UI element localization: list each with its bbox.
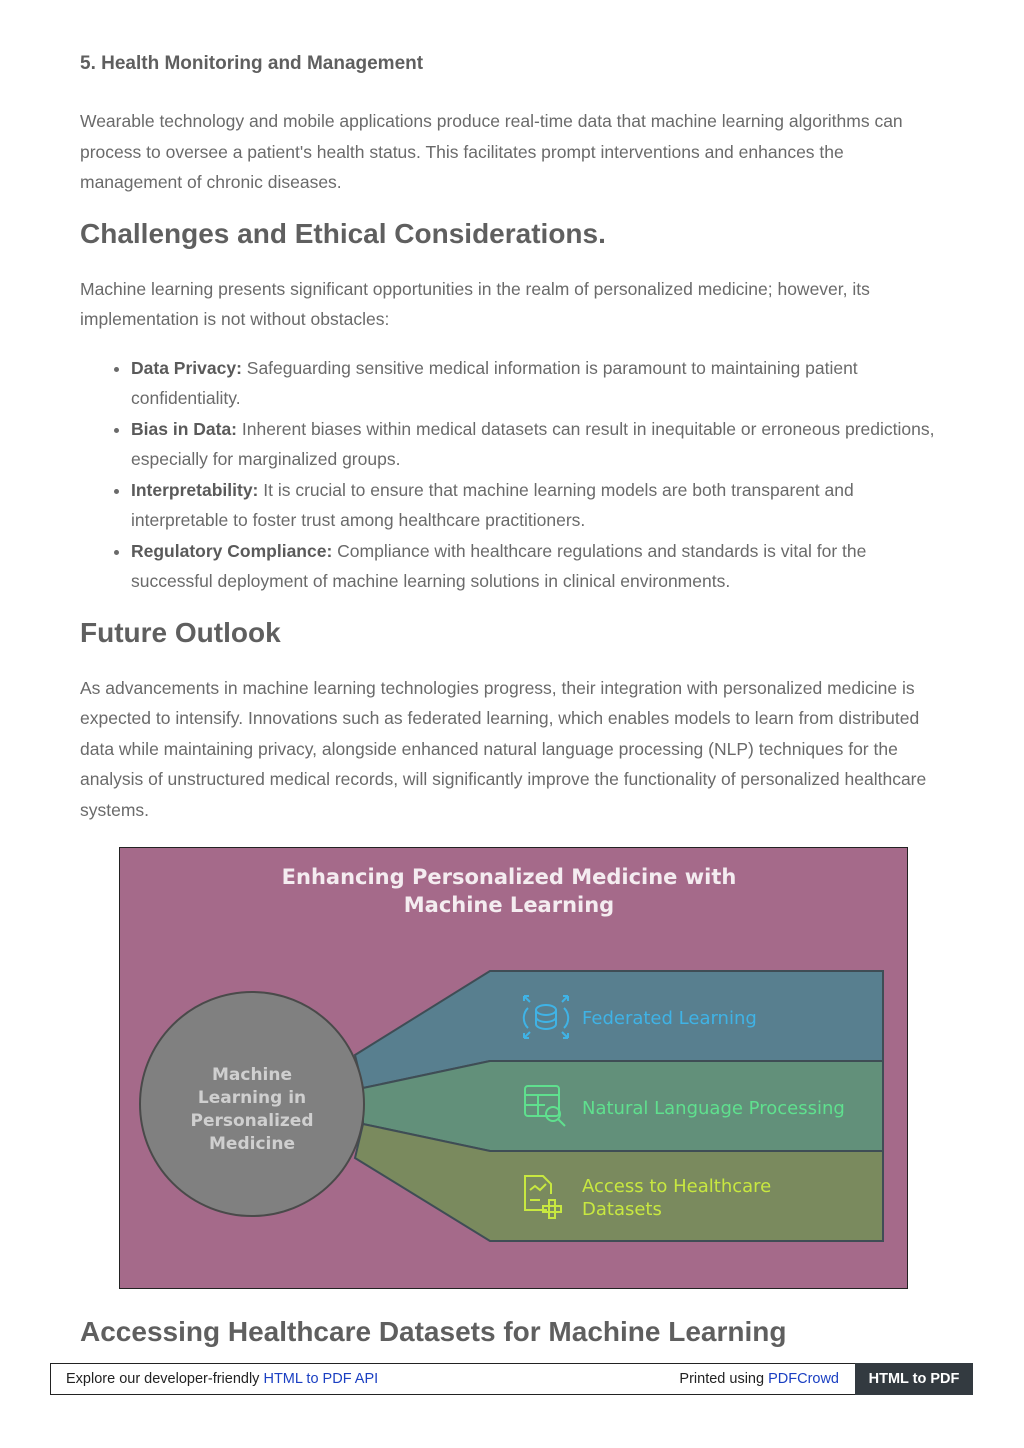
pdf-footer-bar: [50, 1363, 973, 1395]
challenges-heading: Challenges and Ethical Considerations.: [80, 217, 606, 249]
footer-explore: [66, 1371, 378, 1387]
list-item-text: Inherent biases within medical datasets can result in inequitable or erroneous predictions, especially for marginalized groups.: [131, 418, 935, 469]
list-item-text: Safeguarding sensitive medical information is paramount to maintaining patient confidentiality.: [131, 357, 858, 408]
footer-printed: [679, 1371, 839, 1387]
list-item: [131, 353, 940, 414]
diagram-title-line1: Enhancing Personalized Medicine with: [281, 865, 737, 889]
future-paragraph: As advancements in machine learning technologies progress, their integration with personalized medicine is expected to intensify. Innovations such as federated learning, which enables models to learn from distributed data while maintaining privacy, alongside enhanced natural language processing (NLP) techniques for the analysis of unstructured medical records, will significantly improve the functionality of personalized healthcare systems.: [80, 677, 927, 820]
section-heading: 5. Health Monitoring and Management: [80, 53, 424, 74]
article-content: [80, 48, 940, 843]
diagram-title-line2: Machine Learning: [403, 893, 615, 917]
center-label-line: Learning in: [197, 1088, 307, 1108]
center-label-line: Personalized: [190, 1111, 314, 1131]
branch-label: Access to Healthcare: [582, 1176, 772, 1197]
center-label-line: Machine: [211, 1065, 293, 1085]
list-item-term: Bias in Data:: [131, 418, 237, 439]
challenges-list: [80, 353, 940, 597]
html-to-pdf-button[interactable]: HTML to PDF: [855, 1363, 973, 1395]
list-item-term: Data Privacy:: [131, 357, 242, 378]
datasets-heading: Accessing Healthcare Datasets for Machine Learning: [80, 1316, 787, 1347]
footer-printed-text: Printed using: [679, 1371, 769, 1387]
future-heading: Future Outlook: [80, 616, 281, 648]
branch-label: Datasets: [582, 1199, 662, 1220]
diagram-figure: [119, 847, 908, 1289]
section-paragraph: Wearable technology and mobile applications produce real-time data that machine learning algorithms can process to oversee a patient's health status. This facilitates prompt interventions and enhances the management of chronic diseases.: [80, 111, 903, 192]
diagram-svg: [120, 848, 907, 1288]
list-item-text: Compliance with healthcare regulations and standards is vital for the successful deployment of machine learning solutions in clinical environments.: [131, 540, 867, 591]
branch-label: Federated Learning: [582, 1008, 757, 1029]
challenges-intro: Machine learning presents significant opportunities in the realm of personalized medicine; however, its implementation is not without obstacles:: [80, 278, 870, 329]
center-label-line: Medicine: [209, 1134, 295, 1154]
list-item: [131, 414, 940, 475]
list-item-text: It is crucial to ensure that machine learning models are both transparent and interpretable to foster trust among healthcare practitioners.: [131, 479, 854, 530]
list-item: [131, 475, 940, 536]
html-to-pdf-api-link[interactable]: HTML to PDF API: [263, 1371, 379, 1387]
list-item: [131, 536, 940, 597]
pdfcrowd-link[interactable]: PDFCrowd: [768, 1371, 839, 1387]
branch-label: Natural Language Processing: [582, 1098, 845, 1119]
footer-explore-text: Explore our developer-friendly: [66, 1371, 264, 1387]
list-item-term: Regulatory Compliance:: [131, 540, 333, 561]
list-item-term: Interpretability:: [131, 479, 259, 500]
